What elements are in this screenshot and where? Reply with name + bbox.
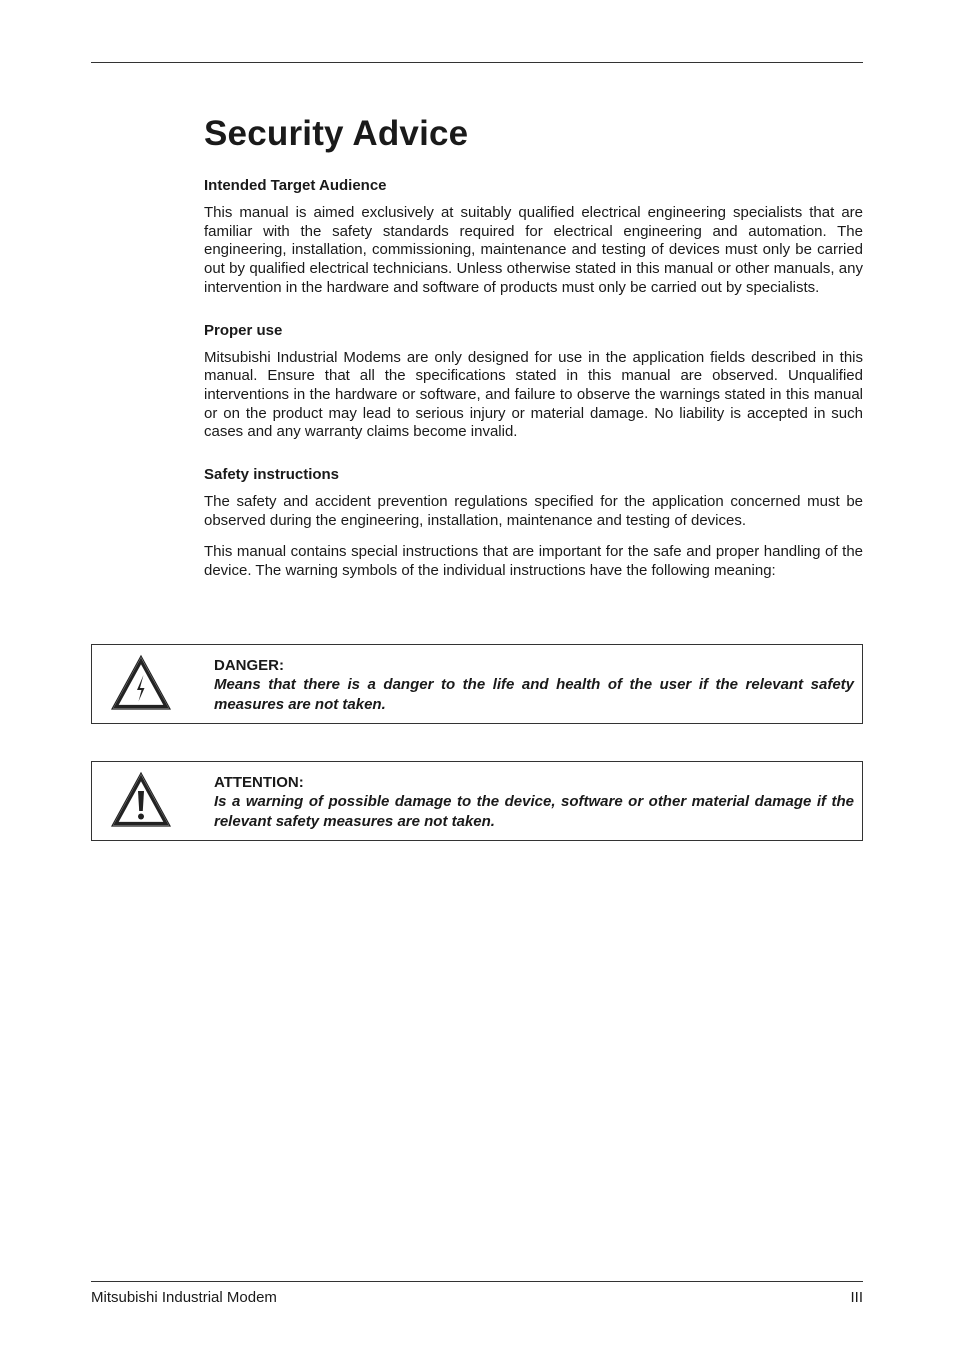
header-rule	[91, 62, 863, 63]
electric-hazard-icon	[110, 654, 172, 712]
section-heading-proper-use: Proper use	[204, 321, 283, 339]
exclamation-warning-icon	[110, 771, 172, 829]
danger-warning-box	[91, 644, 863, 724]
footer-rule	[91, 1281, 863, 1282]
attention-text	[214, 773, 854, 831]
page-content	[204, 112, 863, 581]
section-heading-audience: Intended Target Audience	[204, 177, 387, 194]
footer-page-number: III	[850, 1289, 863, 1306]
section-paragraph: This manual contains special instructions that are important for the safe and proper handling of the device. The warning symbols of the individual instructions have the following meaning:	[204, 543, 863, 580]
page-title: Security Advice	[204, 114, 469, 153]
section-paragraph: The safety and accident prevention regulations specified for the application concerned must be observed during the engineering, installation, maintenance and testing of devices.	[204, 493, 863, 529]
attention-warning-box	[91, 761, 863, 841]
section-paragraph: Mitsubishi Industrial Modems are only designed for use in the application fields described in this manual. Ensure that all the specifications stated in this manual are observed. Unqualified interventions in the hardware or software, and failure to observe the warnings stated in this manual or on the product may lead to serious injury or material damage. No liability is accepted in such cases and any warranty claims become invalid.	[204, 348, 863, 441]
section-paragraph: This manual is aimed exclusively at suitably qualified electrical engineering specialists that are familiar with the safety standards required for electrical engineering and automation. The engineering, installation, commissioning, maintenance and testing of devices must only be carried out by qualified electrical technicians. Unless otherwise stated in this manual or other manuals, any intervention in the hardware and software of products must only be carried out by specialists.	[204, 204, 863, 296]
attention-label: ATTENTION:	[214, 774, 304, 791]
footer-document-title: Mitsubishi Industrial Modem	[91, 1289, 277, 1306]
section-heading-safety: Safety instructions	[204, 466, 340, 484]
danger-label: DANGER:	[214, 657, 284, 674]
danger-description: Means that there is a danger to the life and health of the user if the relevant safety measures are not taken.	[214, 676, 854, 713]
attention-description: Is a warning of possible damage to the device, software or other material damage if the relevant safety measures are not taken.	[214, 793, 854, 830]
danger-text	[214, 656, 854, 714]
